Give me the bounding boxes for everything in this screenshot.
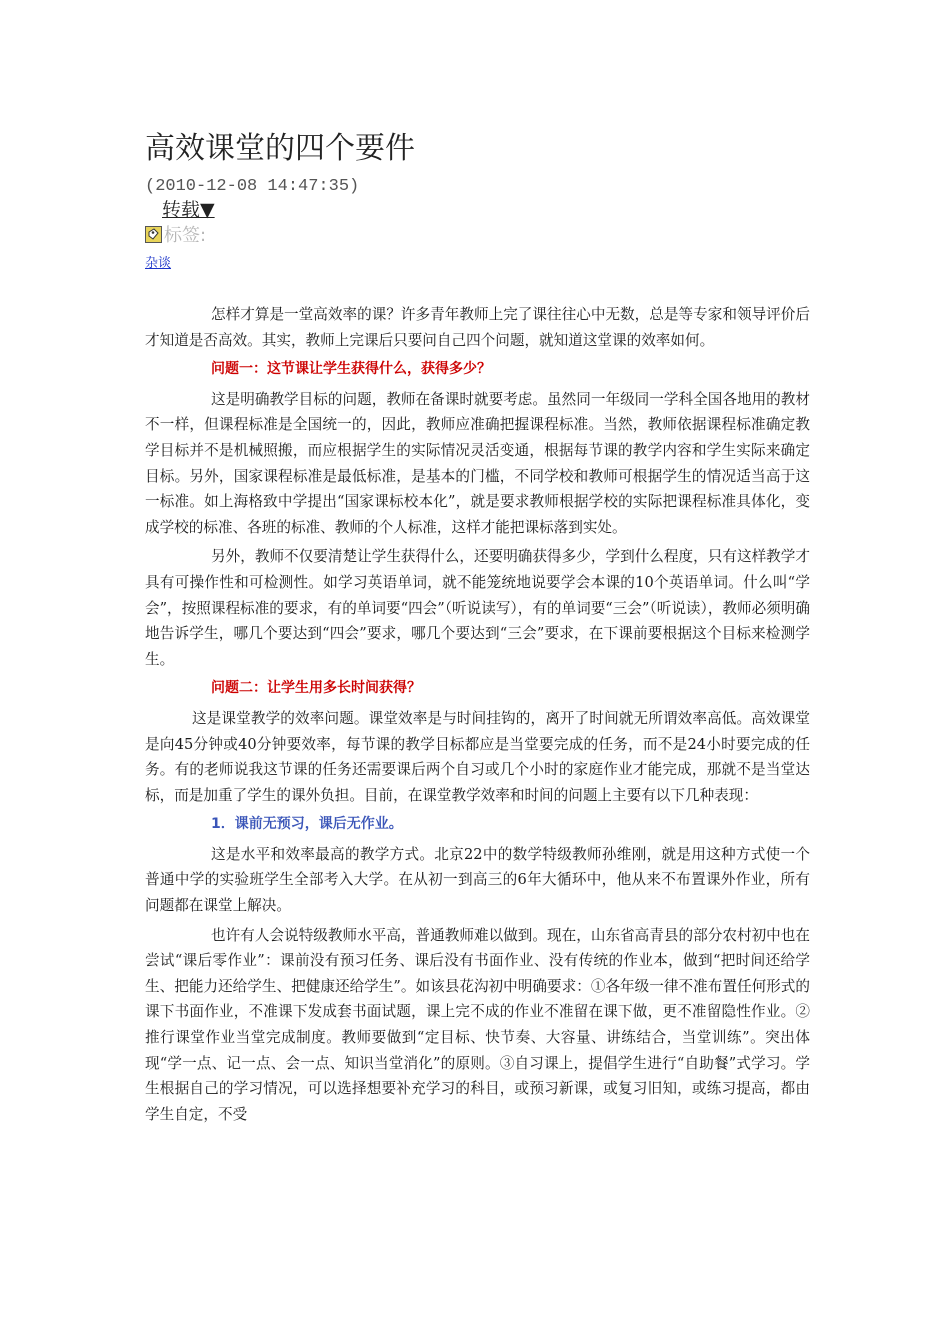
heading-no-homework: 1．课前无预习，课后无作业。 [211,816,403,833]
heading-question-two: 问题二：让学生用多长时间获得？ [211,680,421,697]
heading-question-one: 问题一：这节课让学生获得什么，获得多少？ [211,361,491,378]
paragraph-goal: 这是明确教学目标的问题，教师在备课时就要考虑。虽然同一年级同一学科全国各地用的教材不一样，但课程标准是全国统一的，因此，教师应准确把握课程标准。当然，教师依据课程标准确定教学目标并不是机械照搬，而应根据学生的实际情况灵活变通，根据每节课的教学内容和学生实际来确定目标。另外，国家课程标准是最低标准，是基本的门槛，不同学校和教师可根据学生的情况适当高于这一标准。如上海格致中学提出“国家课标校本化”，就是要求教师根据学校的实际把课程标准具体化，变成学校的标准、各班的标准、教师的个人标准，这样才能把课标落到实处。 [145,390,810,536]
tag-row [145,223,206,245]
paragraph-beijing: 这是水平和效率最高的教学方式。北京22中的数学特级教师孙维刚，就是用这种方式使一个普通中学的实验班学生全部考入大学。在从初一到高三的6年大循环中，他从来不布置课外作业，所有问题都在课堂上解决。 [145,845,810,915]
article-body [145,302,810,1131]
tag-icon [145,226,162,243]
repost-link[interactable]: 转载▼ [162,199,215,221]
paragraph-shandong: 也许有人会说特级教师水平高，普通教师难以做到。现在，山东省高青县的部分农村初中也在尝试“课后零作业”：课前没有预习任务、课后没有书面作业、没有传统的作业本，做到“把时间还给学生、把能力还给学生、把健康还给学生”。如该县花沟初中明确要求：①各年级一律不准布置任何形式的课下书面作业，不准课下发成套书面试题，课上完不成的作业不准留在课下做，更不准留隐性作业。②推行课堂作业当堂完成制度。教师要做到“定目标、快节奏、大容量、讲练结合，当堂训练”。突出体现“学一点、记一点、会一点、知识当堂消化”的原则。③自习课上，提倡学生进行“自助餐”式学习。学生根据自己的学习情况，可以选择想要补充学习的科目，或预习新课，或复习旧知，或练习提高，都由学生自定，不受 [145,926,810,1123]
paragraph-quantity: 另外，教师不仅要清楚让学生获得什么，还要明确获得多少，学到什么程度，只有这样教学才具有可操作性和可检测性。如学习英语单词，就不能笼统地说要学会本课的10个英语单词。什么叫“学会”，按照课程标准的要求，有的单词要“四会”（听说读写），有的单词要“三会”（听说读），教师必须明确地告诉学生，哪几个要达到“四会”要求，哪几个要达到“三会”要求，在下课前要根据这个目标来检测学生。 [145,548,810,668]
tag-label: 标签: [164,225,207,246]
paragraph-efficiency: 这是课堂教学的效率问题。课堂效率是与时间挂钩的，离开了时间就无所谓效率高低。高效课堂是向45分钟或40分钟要效率，每节课的教学目标都应是当堂要完成的任务，而不是24小时要完成的任务。有的老师说我这节课的任务还需要课后两个自习或几个小时的家庭作业才能完成，那就不是当堂达标，而是加重了学生的课外负担。目前，在课堂教学效率和时间的问题上主要有以下几种表现： [145,709,810,804]
article-date: (2010-12-08 14:47:35) [145,177,360,196]
article-title: 高效课堂的四个要件 [145,131,415,166]
tag-link-zatan[interactable]: 杂谈 [145,256,172,271]
paragraph-intro: 怎样才算是一堂高效率的课？许多青年教师上完了课往往心中无数，总是等专家和领导评价后才知道是否高效。其实，教师上完课后只要问自己四个问题，就知道这堂课的效率如何。 [145,306,810,349]
